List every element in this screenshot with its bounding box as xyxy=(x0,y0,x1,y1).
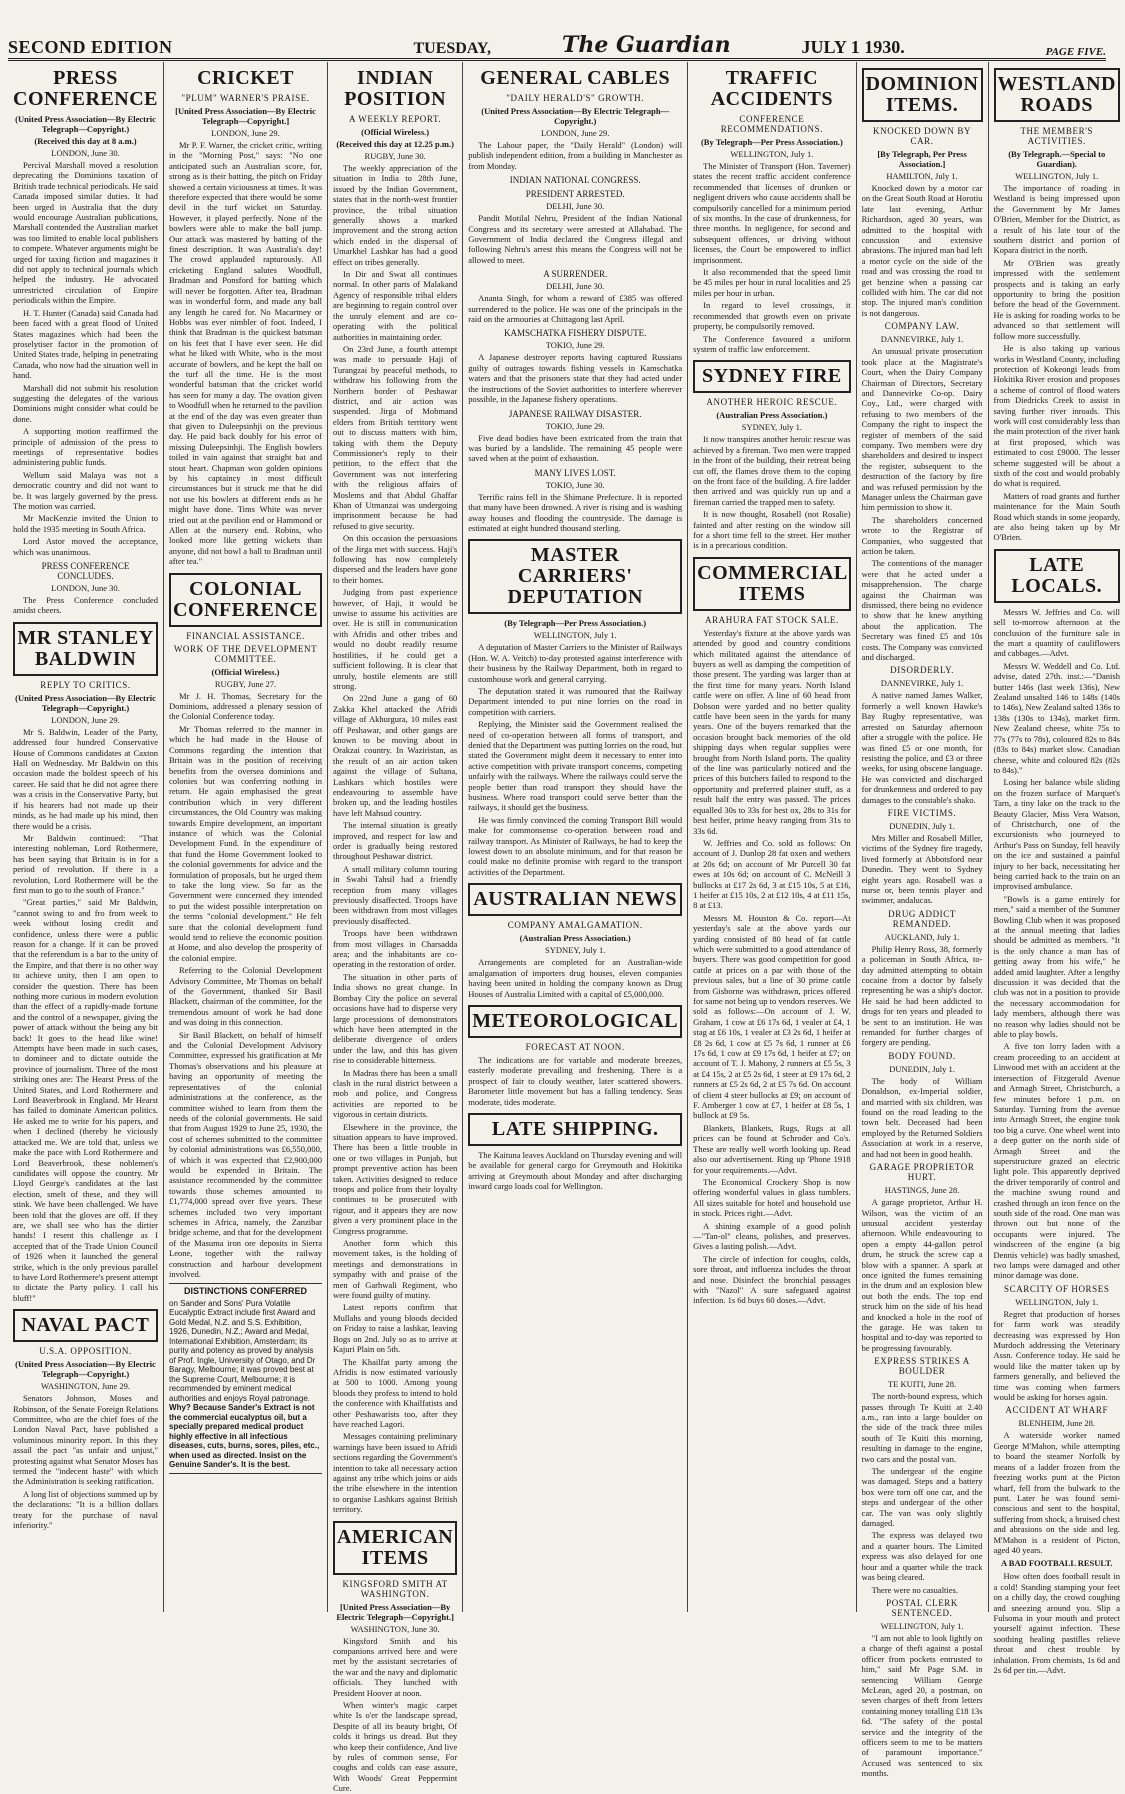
paragraph: A shining example of a good polish—"Tan-ol" cleans, polishes, and preserves. Gives a lasting polish.—Advt. xyxy=(693,1220,851,1252)
paragraph: An unusual private prosecution took place at the Magistrate's Court, when the Dairy Company Chairman of Directors, Secretary and Dannevirke Co-op. Dairy Coy., Ltd., were charged with refusing to two members of the Company the right to inspect the register of members of the said company. Two members were dry shareholders and desired to inspect the register, subsequent to the destruction of the factory by fire and was refused permission by the Manager unless the Chairman gave him permission to show it. xyxy=(861,346,983,513)
dateline: WELLINGTON, July 1. xyxy=(1015,1296,1099,1307)
paragraph: The importance of roading in Westland is being impressed upon the Government by Mr James O'Brien, Member for the District, as a result of his late tour of the southern district and portion of Kopara district in the north. xyxy=(993,183,1120,256)
section-heading: JAPANESE RAILWAY DISASTER. xyxy=(508,408,642,419)
paragraph: Mr S. Baldwin, Leader of the Party, addressed four hundred Conservative House of Commons candidates at Caxton Hall on Wednesday. Mr Baldwin on this occasion made the boldest speech of his career. He said that he did not agree there was a crisis in the Conservative Party, but if his hearers had not made up their minds, as he had made up his mind, then there would be a crisis. xyxy=(13,726,159,831)
paragraph: The Press Conference concluded amidst cheers. xyxy=(13,595,159,616)
article-subheading: REPLY TO CRITICS. xyxy=(40,679,131,690)
press-credit: [By Telegraph, Per Press Association.] xyxy=(877,149,967,169)
dateline: TE KUITI, June 28. xyxy=(887,1379,957,1390)
dateline: DUNEDIN, July 1. xyxy=(889,820,955,831)
paragraph: He was firmly convinced the coming Transport Bill would make for commonsense co-operation between road and railway transport. As Minister of Railways, he had to keep the lowest down to an absolute minimum, and for that reason he could make no definite promise with regard to the transport activities of the Department. xyxy=(468,814,683,877)
advertisement-heading: DISTINCTIONS CONFERRED xyxy=(184,1286,308,1297)
paragraph: The Khailfat party among the Afridis is now estimated variously at 500 to 1000. Among young bloods they profess to intend to hold the conference with Khailfatists and other Peshawarists too, after they have reached Lagori. xyxy=(333,1356,458,1429)
paragraph: The circle of infection for coughs, colds, sore throat, and influenza includes the throat and nose. Disinfect the bronchial passages with "Nazol" A sure safeguard against infection. 1s 6d buys 60 doses.—Advt. xyxy=(693,1253,851,1306)
edition-label: SECOND EDITION xyxy=(8,37,173,57)
article-subheading: BODY FOUND. xyxy=(888,1050,956,1061)
paragraph: It now transpires another heroic rescue was achieved by a fireman. Two men were trapped in the front of the building, their retreat being cut off, the flames drove them to the coping on the front face of the building. A fire ladder then arrived and was quickly run up and a fireman carried the trapped men to safety. xyxy=(693,434,851,507)
paragraph: Latest reports confirm that Mullahs and young bloods decided on Friday to raise a lashkar, leaving Bogs on 2nd. July so as to arrive at Kajuri Plain on 5th. xyxy=(333,1302,458,1355)
paragraph: Losing her balance while sliding on the frozen surface of Marquet's Tarn, a tiny lake on the track to the Beauty Glacier, Miss Vera Watson, of Christchurch, one of the excursionists who journeyed to Arthur's Pass on Sunday, fell heavily on the ice and sustained a painful injury to her back, necessitating her being carried back to the train on an improvised ambulance. xyxy=(993,777,1120,892)
dateline: WASHINGTON, June 29. xyxy=(40,1381,131,1392)
paragraph: Mr O'Brien was greatly impressed with the settlement prospects and is taking an early opportunity to bring the position before the head of the Government. He is asking for roading works to be advanced so that settlement will follow more successfully. xyxy=(993,257,1120,341)
paragraph: Referring to the Colonial Development Advisory Committee, Mr Thomas on behalf of the Government, thanked Sir Basil Blackett, chairman of the committee, for the tremendous amount of work he had done and was doing in this connection. xyxy=(169,965,323,1028)
paragraph: On this occasion the persuasions of the Jirga met with success. Haji's following has now completely dispersed and the leaders have gone to their homes. xyxy=(333,533,458,585)
paragraph: Mrs Miller and Rosabell Miller, victims of the Sydney fire tragedy, lived formerly at Abbotsford near Dunedin. They went to Sydney eight years ago. Rosabell was a nurse or, been tennis player and swimmer, andalucas. xyxy=(861,832,983,906)
article-subheading: FINANCIAL ASSISTANCE. xyxy=(186,630,305,641)
article-subheading: DISORDERLY. xyxy=(890,665,954,676)
paragraph: Messages containing preliminary warnings have been issued to Afridi sections regarding the Government's intention to take all necessary action against any tribe which joins or aids the tribe elsewhere in the intention to organise Lashkars against British territory. xyxy=(333,1431,458,1515)
dateline: LONDON, June 30. xyxy=(51,583,120,594)
paragraph: A native named James Walker, formerly a well known Hawke's Bay Rugby representative, was arrested on Saturday afternoon after a struggle with the police. He was fined £5 or one month, for resisting the police, and £3 or three weeks, for using obscene language. He was convicted and discharged for drunkenness and ordered to pay damages to the constable's shako. xyxy=(861,690,983,805)
paragraph: The deputation stated it was rumoured that the Railway Department intended to put nine lorries on the road in competition with carriers. xyxy=(468,685,683,717)
press-credit: (By Telegraph.—Special to Guardian). xyxy=(1008,149,1106,169)
paragraph: W. Jeffries and Co. sold as follows: On account of J. Dunlop 28 fat oxen and wethers at 20s 6d; on account of Mr Purcell 30 fat ewes at 10s 6d; on account of C. McNeill 3 bullocks at £17 2s 6d, 3 at £15 10s, 5 at £16, 1 heifer at £15 10s, 2 at £12 10s, 4 at £11 15s, 8 at £13. xyxy=(693,837,851,911)
paragraph: H. T. Hunter (Canada) said Canada had been faced with a great flood of United States magazines which had been the proselytiser factor in the promotion of United States trade, helping in penetrating Canada, who now had the situation well in hand. xyxy=(13,307,159,381)
paragraph: Messrs W. Weddell and Co. Ltd. advise, dated 27th. inst.:—"Danish butter 146s (last week 136s), New Zealand unsalted 146 to 148s (140s to 146s), New Zealand salted 136s to 138s (130s to 134s), market firm. New Zealand cheese, white 75s to 77s (77s to 78s), coloured 82s to 84s (83s to 84s) market slow. Canadian cheese, white and coloured 82s (82s to 84s)." xyxy=(993,660,1120,775)
article-headline: CRICKET xyxy=(197,67,294,89)
paragraph: Lord Astor moved the acceptance, which was unanimous. xyxy=(13,536,159,557)
article-subheading: EXPRESS STRIKES A BOULDER xyxy=(874,1356,970,1377)
paragraph: Messrs M. Houston & Co. report—At yesterday's sale at the above yards our yarding consisted of 80 head of fat cattle which were submitted to a good attendance of buyers. There was good competition for good cattle at prices on a par with those of the previous sales, but a line of 30 prime cattle from Gisborne was withdrawn, prices offered for same not being up to vendors reserves. We sold as follows:—On account of J. W. Graham, 1 cow at £6 17s 6d, 1 vealer at £4, 1 stag at £6 10s, 1 vealer at £3 2s 6d, 1 heifer at £8 2s 6d, 1 cow at £5 7s 6d, 1 runner at £6 17s 6d, 1 cow at £9 17s 6d, 1 heifer at £7; on account of T. J. Mahony, 2 runners at £5 5s, 3 at £4 15s, 2 at £5 2s 6d, 1 steer at £9 17s 6d, 2 runners at £5 2s 6d, 2 at £5 7s 6d. On account of client 4 steer bullocks at £9; on account of F. Amberger 1 cow at £7, 1 heifer at £8 5s, 1 bullock at £9 5s. xyxy=(693,912,851,1121)
paragraph: Arrangements are completed for an Australian-wide amalgamation of importers drug houses, eleven companies having been united in holding the company known as Drug Houses of Australia Limited with a capital of £5,000,000. xyxy=(468,957,683,999)
paragraph: A garage proprietor, Arthur H. Wilson, was the victim of an unusual accident yesterday afternoon. While endeavouring to open a empty 44-gallon petrol drum, he struck the screw cap a blow with a spanner. A spark at once ignited the fumes remaining in the drum and an explosion blew out both the ends. The top end struck him on the side of his head and knocked a hole in the roof of the garage. He was taken to hospital and to-day was reported to be progressing favourably. xyxy=(861,1197,983,1353)
column-5 xyxy=(687,62,855,1612)
paragraph: In Madras there has been a small clash in the rural district between a mob and police, and Congress activities are reported to be vigorous in certain districts. xyxy=(333,1067,458,1120)
dateline: TOKIO, June 29. xyxy=(545,420,605,431)
article-headline: PRESS CONFERENCE xyxy=(13,67,159,110)
paragraph: The Economical Crockery Shop is now offering wonderful values in glass tumblers. All sizes suitable for hotel and household use in stock. Prices right.—Advt. xyxy=(693,1176,851,1219)
article-subheading: "PLUM" WARNER'S PRAISE. xyxy=(181,93,310,103)
press-credit: (By Telegraph—Per Press Association.) xyxy=(700,137,843,147)
paragraph: A five ton lorry laden with a cream proceeding to an accident at Linwood met with an accident at the intersection of Fitzgerald Avenue and Armagh Street, Christchurch, a few minutes before 1 p.m. on Saturday. Turning from the avenue into Armagh Street, the engine took too big a curve. One wheel went into a deep gutter on the north side of Armagh Street and the superstructure grazed an electric light pole. This apparently deprived the driver temporarily of control and the machine swung round and crashed through an iron fence on the south side of the road. One man was thrown out but none of the occupants were injured. The windscreen of the engine (a big Dennis vehicle) was badly smashed, two lamps were damaged and other minor damage was done. xyxy=(993,1041,1120,1281)
advertisement xyxy=(169,1283,322,1474)
article-subheading: FORECAST AT NOON. xyxy=(525,1041,625,1052)
section-heading: A BAD FOOTBALL RESULT. xyxy=(1001,1558,1113,1569)
article-headline: GENERAL CABLES xyxy=(480,67,671,89)
article-headline: COLONIAL CONFERENCE xyxy=(169,573,322,627)
dateline: WELLINGTON, July 1. xyxy=(730,149,814,159)
paragraph: Five dead bodies have been extricated from the train that was buried by a landslide. The remaining 45 people were saved when at the point of exhaustion. xyxy=(468,432,683,464)
paragraph: On 23rd June, a fourth attempt was made to persuade Haji of Turangzai by peaceful methods, to withdraw his following from the Northern border of Peshawar district, and air action was suspended. Jirga of Mohmand elders from British territory went out to discuss matters with him, taking with them the Deputy Commissioner's reply to their petition, to the effect that the Government was not interfering with the religious affairs of Moslems and that Abdul Ghaffar Khan of Utmanzai was undergoing imprisonment because he had refused to give security. xyxy=(333,343,458,531)
paragraph: Mr J. H. Thomas, Secretary for the Dominions, addressed a plenary session of the Colonial Conference today. xyxy=(169,690,323,722)
paragraph: Yesterday's fixture at the above yards was attended by good and country conditions which militated against the attendance of buyers as well as damping the competition of those present. The yarding was larger than at the first time for many years. North Island cattle were on offer. A line of 60 head from Dobson were yarded and no better quality cattle have been seen in the yards for many years. One of the buyers remarked that the occasion brought back memories of the old shipping days when regular supplies were brought from North Island ports. The quality of the line was particularly noticed and the prices of this butchers failed to respond to the opportunity and preferred plainer stuff, as a result half the entry was passed. The prices equalled 30s to 33s for best ox, 28s to 31s for best heifer, prime heavy ranging from 31s to 33s 6d. xyxy=(693,627,851,836)
article-headline: AUSTRALIAN NEWS xyxy=(468,883,682,916)
article-headline: METEOROLOGICAL xyxy=(468,1005,682,1038)
paragraph: "Great parties," said Mr Baldwin, "cannot swing to and fro from week to week without losing credit and confidence, unless there were a public reason for a change. If it can be proved that the referendum is a bar to the unity of the Empire, and that there is no other way to achieve unity, then I am open to consider the question. There has been nothing more curious in modern evolution than the effect of a rapidly-made fortune and the control of a newspaper, giving the power of attack without the being any bit back! It goes to the head like wine! Attempts have been made in such cases, to domineer and to dictate outside the province of journalism. Three of the most striking ones are: The Hearst Press of the United States, and Lord Rothermere and Lord Beaverbrook in England. Mr Hearst has failed to dominate American politics. He asked me to write for his papers, and when I declined (thereby he viciously attacked me. We are told that, unless we make the pace with Lord Rothermere and Lord Beaverbrook, these noblemen's candidates will oppose the country. Mr Lloyd George's candidates at the last election, smelt of these, and they will stink. We have been challenged. We have been told that the gloves are off. If they are, we shall see who has the dirtier hands! I resent this challenge as I accepted that of the Trade Union Council of 1926 when it launched the general strike, which is the only previous parallel to have Lord Rothermere's present attempt to dictate the Party policy. I call his bluff!" xyxy=(13,897,159,1303)
column-1 xyxy=(8,62,163,1612)
paragraph: Messrs W. Jeffries and Co. will sell to-morrow afternoon at the conclusion of the furniture sale in the mart a quantity of cauliflowers and cabbages.—Advt. xyxy=(993,606,1120,659)
date-label: JULY 1 1930. xyxy=(801,37,905,57)
paragraph: There were no casualties. xyxy=(871,1584,958,1595)
paragraph: The shareholders concerned wrote to the Registrar of Companies, who suggested that action be taken. xyxy=(861,514,983,556)
press-credit: (Official Wireless.) xyxy=(361,127,430,137)
article-subheading: KINGSFORD SMITH AT WASHINGTON. xyxy=(342,1578,448,1599)
dateline: WASHINGTON, June 30. xyxy=(350,1623,440,1634)
masthead xyxy=(8,32,1106,61)
day-label: TUESDAY, xyxy=(413,40,492,57)
press-credit: (United Press Association—By Electric Telegraph—Copyright.) xyxy=(481,106,670,126)
paragraph: He is also taking up various works in Westland County, including protection of Kokeongi leads from Hokitika River erosion and proposes a scheme of control of flood waters from Diedricks Creek to assist in saving further river inroads. This work will cost considerably less than the main protection of the river bank at first proposed, which was estimated to cost £9000. The lesser scheme suggested will be about a sixth of the cost and would probably do what is required. xyxy=(993,343,1120,489)
article-headline: MASTER CARRIERS' DEPUTATION xyxy=(468,539,682,614)
paragraph: A Japanese destroyer reports having captured Russians guilty of outrages towards fishing vessels in Kamschatka waters and that the prisoners state that they had acted under the instructions of the Soviet authorities to interfere wherever possible, in the Japanese fishery operations. xyxy=(468,352,683,405)
column-4 xyxy=(462,62,687,1612)
article-headline: COMMERCIAL ITEMS xyxy=(693,557,850,611)
paragraph: On 22nd June a gang of 60 Zakka Khel attacked the Afridi village of Akhurgura, 10 miles east off Peshawar, and other gangs are known to be moving about in Orakzai country. In Waziristan, as the result of an air action taken against the village of Sultana, Lashkars which hostiles were endeavouring to assemble have broken up, and the leading hostiles have left Mahsud country. xyxy=(333,693,458,818)
dateline: WELLINGTON, July 1. xyxy=(880,1620,964,1631)
paragraph: The contentions of the manager were that he acted under a misapprehension. The charge against the Chairman was dismissed, there being no evidence to show that he knew anything about the application. The Secretary was fined £5 and 10s costs. The Company was convicted and discharged. xyxy=(861,558,983,663)
article-subheading: COMPANY AMALGAMATION. xyxy=(507,920,643,931)
paragraph: The Minister of Transport (Hon. Taverner) states the recent traffic accident conference recommended that licenses of drunken or negligent drivers who cause accidents shall be compulsorily cancelled for a minimum period of six months. In the case of drunkenness, for three months. In negligence, for second and subsequent offences, or driving without licenses, the Court be empowered to inflict imprisonment. xyxy=(693,161,851,265)
column-3 xyxy=(327,62,462,1794)
article-subheading: CONFERENCE RECOMMENDATIONS. xyxy=(720,114,824,134)
dateline: RUGBY, June 27. xyxy=(214,678,277,689)
dateline: DANNEVIRKE, July 1. xyxy=(880,678,964,689)
paragraph: Pandit Motilal Nehru, President of the Indian National Congress and its secretary were arrested at Allahabad. The Government of India declared the Congress illegal and following Nehru's arrest this means the Congress will not be allowed to meet. xyxy=(468,213,683,265)
dateline: LONDON, June 29. xyxy=(540,128,610,138)
dateline: HAMILTON, July 1. xyxy=(886,171,958,181)
paragraph: Terrific rains fell in the Shimane Prefecture. It is reported that many have been drowned. A river is rising and is washing away houses and flooding the countryside. The damage is estimated at eight hundred thousand sterling. xyxy=(468,491,683,533)
paragraph: A long list of objections summed up by the declarations: "It is a billion dollars treaty for the purchase of naval inferiority." xyxy=(13,1488,159,1531)
dateline: HASTINGS, June 28. xyxy=(884,1185,960,1196)
dateline: SYDNEY, July 1. xyxy=(545,945,606,956)
column-6 xyxy=(856,62,988,1779)
article-subheading: GARAGE PROPRIETOR HURT. xyxy=(869,1162,975,1183)
article-subheading: POSTAL CLERK SENTENCED. xyxy=(886,1597,958,1618)
article-headline: INDIAN POSITION xyxy=(344,67,447,110)
article-subheading: COMPANY LAW. xyxy=(884,321,960,332)
article-headline: SYDNEY FIRE xyxy=(693,360,850,393)
article-subheading: WORK OF THE DEVELOPMENT COMMITTEE. xyxy=(173,643,318,664)
article-headline: DOMINION ITEMS. xyxy=(862,68,983,122)
paragraph: In Dir and Swat all continues normal. In other parts of Malakand Agency of responsible tribal elders are beginning to regain control over the unruly element and are co-operating with the political authorities in maintaining order. xyxy=(333,269,458,342)
paragraph: The body of William Donaldson, ex-Imperial soldier, and married with six children, was found on the road leading to the town belt. Deceased had been employed by the Returned Soldiers Association at work in a reserve, and had not been in good health. xyxy=(861,1075,983,1159)
article-subheading: A WEEKLY REPORT. xyxy=(349,114,442,124)
paragraph: A supporting motion reaffirmed the principle of admission of the press to meetings of representative bodies administering public funds. xyxy=(13,426,159,468)
dateline: SYDNEY, July 1. xyxy=(741,422,803,433)
section-heading: PRESS CONFERENCE CONCLUDES. xyxy=(41,561,130,582)
paragraph: Sir Basil Blackett, on behalf of himself and the Colonial Development Advisory Committee, expressed his gratification at Mr Thomas's observations and his pleasure at having an opportunity of meeting the representatives of the colonial administrations at the conference, as the committee wished to learn from them the needs of the colonial governments. He said that from August 1929 to June 25, 1930, the cost of schemes submitted to the committee by colonial administrations was £6,550,000, of which it was expected that £2,900,000 would be expended in Britain. The assistance recommended by the committee towards those schemes amounted to £1,774,000 spread over five years. These schemes included two very important schemes in Africa, namely, the Zanzibar bridge scheme, and that for the development of the Masuma iron ore deposits in Sierra Leone, together with the railway construction and harbour development involved. xyxy=(169,1029,323,1279)
article-subheading: ARAHURA FAT STOCK SALE. xyxy=(704,614,839,625)
article-subheading: THE MEMBER'S ACTIVITIES. xyxy=(1020,126,1094,146)
section-heading: KAMSCHATKA FISHERY DISPUTE. xyxy=(503,328,647,339)
column-2 xyxy=(163,62,327,1612)
article-headline: WESTLAND ROADS xyxy=(994,68,1120,122)
paragraph: How often does football result in a cold! Standing stamping your feet on a chilly day, the crowd coughing and sneezing around you. Slip a Fulsoma in your mouth and protect yourself against infection. These soothing healing pastilles relieve throat and chest trouble by inhalation. From chemists, 1s 6d and 2s 6d per tin.—Advt. xyxy=(993,1571,1120,1675)
article-subheading: FIRE VICTIMS. xyxy=(887,807,957,818)
dateline: DUNEDIN, July 1. xyxy=(889,1063,955,1074)
paragraph: It is now thought, Rosabell (not Rosalie) fainted and after resting on the window sill for a short time fell to the street. Her mother is in a precarious condition. xyxy=(693,509,851,551)
dateline: AUCKLAND, July 1. xyxy=(884,931,960,942)
paragraph: In regard to level crossings, it recommended that growth even on private property, be compulsorily removed. xyxy=(693,300,851,332)
article-subheading: ANOTHER HEROIC RESCUE. xyxy=(706,397,838,408)
press-credit: (Australian Press Association.) xyxy=(716,410,828,421)
paragraph: Troops have been withdrawn from most villages in Charsadda area; and the inhabitants are co-operating in the restoration of order. xyxy=(333,928,458,970)
dateline: LONDON, June 29. xyxy=(51,714,120,725)
columns-container xyxy=(8,62,1120,1794)
dateline: TOKIO, June 30. xyxy=(545,479,605,490)
paragraph: The situation in other parts of India shows no great change. In Bombay City the police on several occasions have had to disperse very large processions of demonstrators which have been attempted in the deliberate divergence of orders under the law, and this has given rise to considerable bitterness. xyxy=(333,971,458,1066)
section-heading: A SURRENDER. xyxy=(543,269,608,280)
press-credit: (United Press Association—By Electric Telegraph—Copyright.) xyxy=(15,1359,156,1380)
dateline: DANNEVIRKE, July 1. xyxy=(880,334,964,345)
paragraph: Kingsford Smith and his companions arrived here and were met by the assistant secretaries of the war and the navy and diplomatic officials. They lunched with President Hoover at noon. xyxy=(333,1635,458,1698)
page-number: PAGE FIVE. xyxy=(1045,46,1106,58)
dateline: DELHI, June 30. xyxy=(546,201,605,212)
paragraph: Replying, the Minister said the Government realised the need of co-operation between all forms of transport, and denied that the Department was putting lorries on the road, but stated the Government might deem it necessary to enter into active competition with private transport concerns, competing unfairly with the railways. Where the railways could serve the people better than road transport they should have the business. Where road transport could serve better than the railways, it should get the business. xyxy=(468,719,683,813)
paragraph: Mr P. F. Warner, the cricket critic, writing in the "Morning Post," says: "No one anticipated such an Australian score, for, strong as is their batting, the pitch on Friday showed a certain viciousness at times. It was therefore expected that there would be some devil in the turf wicket on Saturday. However, it played perfectly. None of the bowlers were able to make the ball jump. Our attack was mastered by batting of the finest description. It was Australia's day! The crowd applauded rapturously. All cricketing England salutes Woodfull, Bradman and Ponsford for batting which will never be forgotten. After tea, Bradman was in wonderful form, and made any ball any length he cared for. No Macartney or Hobbs was ever nimbler of foot. Indeed, I think that Bradman is the quickest batsman on his feet that I have ever seen. He did what he liked with White, who is the most accurate of bowlers, and he kept the ball on the turf all the time. He is the most wonderful batsman that the cricket world has seen for many a day. The ovation given to Woodfull when he returned to the pavilion at the end of the day was even greater than that given to Duleepsinhji on the previous day. He paid back doubly for his error of missing Duleepsinhji. The English bowlers toiled in vain against that straight bat and stout heart. Chapman won golden opinions by his captaincy in most difficult circumstances but it struck me that he did not use his bowlers at different ends as he might have done. Tims White was never tried out at the pavilion end or Hammond or Allen at the nursery end. Robins, who looked more like getting wickets than anyone, did not bowl a ball to Bradman until after tea." xyxy=(169,140,323,567)
press-credit: [United Press Association—By Electric Telegraph—Copyright.] xyxy=(175,106,316,126)
paragraph: "Bowls is a game entirely for men," said a member of the Summer Bowling Club when it was proposed at the annual meeting that ladies should be admitted as members. "It is the only chance a man has of getting away from his wife," he added amid laughter. After a lengthy discussion it was decided that the club was not in a position to provide the necessary accommodation for lady members, although there was no reason why ladies should not be able to play bowls. xyxy=(993,893,1120,1040)
press-credit: (Official Wireless.) xyxy=(211,666,280,677)
paragraph: The weekly appreciation of the situation in India to 28th June, issued by the Indian Government, states that in the north-west frontier province, the tribal situation generally shows a marked improvement and the strong action which ended in the dispersal of Umarkhel Lashkar has had a good effect on tribes generally. xyxy=(333,163,458,267)
advertisement-footer: Why? Because Sander's Extract is not the commercial eucalyptus oil, but a specially prepared medical product highly effective in all infectious diseases, cuts, burns, sores, piles, etc., when used as directed. Insist on the Genuine Sander's. It is the best. xyxy=(169,1403,320,1470)
paragraph: Philip Henry Ross, 38, formerly a policeman in South Africa, to-day admitted attempting to obtain cocaine from a doctor by falsely representing he was a ship's doctor. He said he had been addicted to drugs for ten years and pleaded to be sent to an institution. He was remanded for further charges of forgery are pending. xyxy=(861,943,983,1048)
press-credit: (By Telegraph—Per Press Association.) xyxy=(504,618,647,629)
paragraph: Mr MacKenzie invited the Union to hold the 1935 meeting in South Africa. xyxy=(13,513,159,534)
paragraph: The indications are for variable and moderate breezes, easterly moderate prevailing and freshening. There is a prospect of fair to cloudy weather, later scattered showers. Barometer little movement but has a falling tendency. Seas moderate, tides moderate. xyxy=(468,1054,683,1107)
section-heading: MANY LIVES LOST. xyxy=(534,467,616,478)
press-credit: (United Press Association—By Electric Telegraph—Copyright.) xyxy=(15,692,156,713)
article-subheading: DRUG ADDICT REMANDED. xyxy=(888,908,956,929)
paragraph: "I am not able to look lightly on a charge of theft against a postal officer from pockets entrusted to him," said Mr Page S.M. in sentencing William George McLean, aged 20, a postman, on seven charges of theft from letters containing money totalling £18 13s 6d. "The safety of the postal service and the integrity of the officers seem to me to be matters of paramount importance." Accused was sentenced to six months. xyxy=(861,1632,983,1779)
paragraph: Another form which this movement takes, is the holding of meetings and demonstrations in sympathy with and praise of the men of Garhwali Regiment, who were found guilty of mutiny. xyxy=(333,1238,458,1301)
dateline: BLENHEIM, June 28. xyxy=(1018,1418,1095,1429)
dateline: LONDON, June 30. xyxy=(51,148,120,158)
press-credit: (Received this day at 12.25 p.m.) xyxy=(336,139,454,149)
article-headline: NAVAL PACT xyxy=(13,1309,158,1342)
paragraph: The Conference favoured a uniform system of traffic law enforcement. xyxy=(693,333,851,354)
article-headline: MR STANLEY BALDWIN xyxy=(13,622,158,676)
paragraph: When winter's magic carpet white Is o'er the landscape spread, Despite of all its beauty bright, Of colds it brings us dread. But they who keep their confidence, And live by rules of common sense, For coughs and colds can ease assure, With Woods' Great Peppermint Cure. xyxy=(333,1700,458,1794)
article-headline: TRAFFIC ACCIDENTS xyxy=(710,67,834,110)
paragraph: A deputation of Master Carriers to the Minister of Railways (Hon. W. A. Veitch) to-day protested against interference with their business by the Railway Department, both in regard to customhouse work and general carrying. xyxy=(468,642,683,684)
paragraph: Judging from past experience however, of Haji, it would be unwise to assume his activities are over. He is still in communication with Afridis and other tribes and would no doubt readily resume hostilities, if he could get a sufficient following. It is clear that unruly, hostile elements are still strong. xyxy=(333,587,458,691)
paragraph: The Labour paper, the "Daily Herald" (London) will publish independent edition, from a building in Manchester as from Monday. xyxy=(468,140,683,171)
article-subheading: KNOCKED DOWN BY CAR. xyxy=(873,126,972,146)
dateline: LONDON, June 29. xyxy=(211,128,280,138)
paragraph: Regret that production of horses for farm work was steadily decreasing was expressed by Hon Murdoch addressing the Veterinary Assn. Conference today. He said he would like the matter taken up by farmers generally, and believed the time was coming when farmers would be asking for horses again. xyxy=(993,1308,1120,1403)
paragraph: Marshall did not submit his resolution suggesting the delegates of the various Dominions might consider what could be done. xyxy=(13,382,159,424)
dateline: WELLINGTON, July 1. xyxy=(1015,171,1099,181)
article-subheading: "DAILY HERALD'S" GROWTH. xyxy=(506,93,645,103)
paragraph: Wellum said Malaya was not a democratic country and did not want to be. It was largely governed by the press. The motion was carried. xyxy=(13,469,159,511)
press-credit: (United Press Association—By Electric Telegraph—Copyright.) xyxy=(15,114,156,134)
paragraph: The undergear of the engine was damaged. Steps and a battery box were torn off one car, and the steps and undergear of the other car. The van was only slightly damaged. xyxy=(861,1466,983,1529)
dateline: TOKIO, June 29. xyxy=(545,340,605,351)
article-headline: AMERICAN ITEMS xyxy=(333,1521,457,1575)
column-7 xyxy=(988,62,1125,1675)
paragraph: A waterside worker named George M'Mahon, while attempting to board the steamer Norfolk by means of a ladder frozen from the freezing works punt at the Picton wharf, fell from the bulwark to the punt. Later he was found semi-conscious and sent to the hospital, suffering from shock, a bruised chest and abrasions on the side and leg. M'Mahon is a resident of Picton, aged 40 years. xyxy=(993,1430,1120,1555)
paragraph: Elsewhere in the province, the situation appears to have improved. There has been a little trouble in one or two villages in Punjab, but prompt preventive action has been taken. Activities designed to reduce troops and police from their loyalty continues to be prosecuted with rigour, and it appears they are now given a very prominent place in the Congress programme. xyxy=(333,1121,458,1236)
paragraph: Matters of road grants and further maintenance for the Main South Road which stands in some jeopardy, are also being taken up by Mr O'Brien. xyxy=(993,490,1120,543)
dateline: WELLINGTON, July 1. xyxy=(533,630,617,641)
dateline: RUGBY, June 30. xyxy=(364,151,426,161)
newspaper-title: The Guardian xyxy=(561,32,731,58)
paragraph: The express was delayed two and a quarter hours. The Limited express was also delayed for one hour and a quarter while the track was being cleared. xyxy=(861,1530,983,1583)
paragraph: Ananta Singh, for whom a reward of £385 was offered surrendered to the police. He was one of the principals in the raid on the armouries at Chittagong last April. xyxy=(468,293,683,325)
press-credit: (Received this day at 8 a.m.) xyxy=(34,136,137,146)
paragraph: The north-bound express, which passes through Te Kuiti at 2.40 a.m., ran into a large boulder on the side of the track three miles south of Te Kuiti this morning, resulting in damage to the engine, two cars and the postal van. xyxy=(861,1391,983,1464)
press-credit: (Australian Press Association.) xyxy=(519,933,631,944)
section-heading: PRESIDENT ARRESTED. xyxy=(525,189,625,200)
paragraph: Knocked down by a motor car on the Great South Road at Horotiu late last evening, Arthur Richardson, aged 30 years, was admitted to the hospital with concussion and extensive abrasions. The injured man had left a motor cycle on the side of the road and was crossing the road to get benzine when a passing car collided with him. The car did not stop. The injured man's condition is not dangerous. xyxy=(861,183,983,318)
paragraph: The internal situation is greatly improved, and respect for law and order is gradually being restored throughout Peshawar district. xyxy=(333,820,458,862)
paragraph: Senators Johnson, Moses and Robinson, of the Senate Foreign Relations Committee, who are the chief foes of the London Naval Pact, have published a voluminous minority report. In this they assail the pact "as unfair and unjust," protesting against what Senator Moses has termed the "indecent haste" with which the Administration is seeking ratification. xyxy=(13,1393,159,1487)
paragraph: Mr Baldwin continued: "That interesting nobleman, Lord Rothermere, has been saying that Britain is in for a period of revolution. If there is a revolution, Lord Rothermere will be the first man to go to the south of France." xyxy=(13,832,159,895)
article-headline: LATE SHIPPING. xyxy=(468,1113,682,1146)
press-credit: [United Press Association—By Electric Telegraph—Copyright.] xyxy=(336,1601,454,1622)
paragraph: Blankets, Blankets, Rugs, Rugs at all prices can be found at Schroder and Co's. These are really well worth looking up. Read also our advertisement. Ring up 'Phone 1918 for your requirements.—Advt. xyxy=(693,1122,851,1175)
paragraph: It also recommended that the speed limit be 45 miles per hour in rural localities and 25 miles per hour in urban. xyxy=(693,267,851,298)
article-subheading: SCARCITY OF HORSES xyxy=(1003,1283,1110,1294)
article-subheading: U.S.A. OPPOSITION. xyxy=(39,1346,132,1357)
section-heading: INDIAN NATIONAL CONGRESS. xyxy=(509,175,641,186)
paragraph: Mr Thomas referred to the manner in which he had made in the House of Commons regarding the intention that Britain was in the position of receiving benefits from the oversea dominions and colonies but was conferring nothing in return. He again emphasised the great contribution which in very different circumstances, the Old Country was making towards Empire development, an important instance of which was the Colonial Development Fund. In the expenditure of that fund the Home Government looked to the colonial governments for advice and the formulation of proposals, but he urged them to take the long view. So far as the Government were concerned they intended to put the widest possible interpretation on the terms "colonial development." He felt sure that the colonial development fund would tend to relieve the economic position at Home, and also develop the prosperity of the colonial empire. xyxy=(169,723,323,963)
paragraph: The Kaituna leaves Auckland on Thursday evening and will be available for general cargo for Greymouth and Hokitika arriving at Greymouth about Monday and after discharging inward cargo loads coal for Wellington. xyxy=(468,1149,683,1192)
paragraph: Percival Marshall moved a resolution deprecating the Dominions taxation of British trade technical periodicals. He said Canada imposed similar duties. It had been urged in Australia that the duty would encourage Australian publications, Marshall contended the Australian market was too limited to enable local publishers to compete. Whatever arguments might be urged for taxing fiction and magazines it did not apply to technical journals which helped the industry. He advocated unrestricted circulation of Empire periodicals within the Empire. xyxy=(13,160,159,306)
dateline: DELHI, June 30. xyxy=(546,281,605,292)
paragraph: A small military column touring in Swabi Tahsil had a friendly reception from many villages previously disaffected. Troops have been withdrawn from most villages previously disaffected. xyxy=(333,863,458,926)
article-subheading: ACCIDENT AT WHARF xyxy=(1005,1405,1109,1416)
advertisement-body: on Sander and Sons' Pura Volatile Eucalyptic Extract include first Award and Gold Medal, N.Z. and S.S. Exhibition, 1926, Dunedin, N.Z.; Award and Medal, International Exhibition, Amsterdam; its purity and potency as proved by analysis of Prof. Ingle, University of Otago, and Dr Baragy, Melbourne; it was proved best at the Supreme Court, Melbourne; it is recommended by eminent medical authorities and enjoys Royal patronage. xyxy=(169,1298,316,1403)
article-headline: LATE LOCALS. xyxy=(994,549,1120,603)
